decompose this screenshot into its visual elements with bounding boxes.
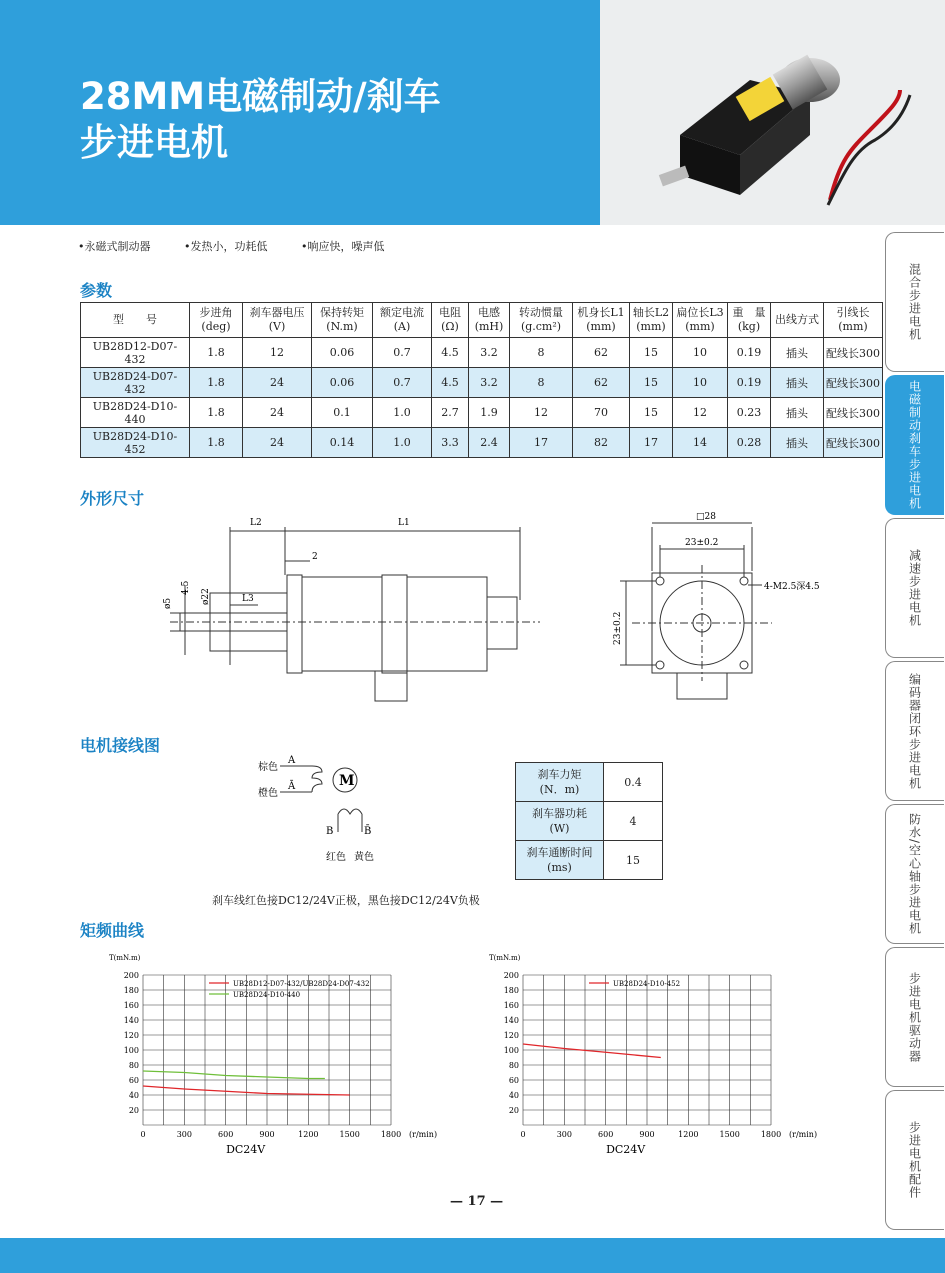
y-tick-label: 200 <box>503 971 519 980</box>
y-tick-label: 100 <box>503 1046 519 1055</box>
table-cell: 0.28 <box>728 428 771 458</box>
page-title <box>80 74 441 166</box>
col-header: 步进角 (deg) <box>190 303 243 338</box>
table-cell: 62 <box>573 368 630 398</box>
y-tick-label: 140 <box>123 1016 139 1025</box>
x-tick-label: 1200 <box>678 1130 699 1139</box>
table-cell: 配线长300 <box>824 398 883 428</box>
brake-table <box>515 762 663 880</box>
table-cell: UB28D24-D10-440 <box>81 398 190 428</box>
y-tick-label: 180 <box>503 986 519 995</box>
table-cell: 1.8 <box>190 338 243 368</box>
y-tick-label: 140 <box>503 1016 519 1025</box>
motor-symbol: M <box>339 773 355 789</box>
table-cell: 1.8 <box>190 368 243 398</box>
series-line <box>143 1071 325 1079</box>
wire-B: B <box>326 826 334 837</box>
table-cell: 0.06 <box>312 368 373 398</box>
tab-brake-stepper[interactable]: 电磁制动刹车步进电机 <box>885 375 944 515</box>
dim-d5: ø5 <box>163 597 173 609</box>
table-row <box>81 398 883 428</box>
dim-h45: 4.5 <box>181 580 191 595</box>
page-number: — 17 — <box>450 1194 504 1209</box>
table-row <box>516 763 663 802</box>
table-cell: 12 <box>243 338 312 368</box>
table-cell: 1.0 <box>373 428 432 458</box>
wire-red: 红色 <box>326 852 346 863</box>
table-cell: 配线长300 <box>824 428 883 458</box>
y-tick-label: 80 <box>508 1061 519 1070</box>
table-cell: 15 <box>630 338 673 368</box>
y-tick-label: 120 <box>123 1031 139 1040</box>
x-tick-label: 600 <box>598 1130 614 1139</box>
table-cell: UB28D12-D07-432 <box>81 338 190 368</box>
brake-key: 刹车通断时间 (ms) <box>516 841 604 880</box>
tab-hybrid-stepper[interactable]: 混合步进电机 <box>885 232 944 372</box>
x-tick-label: 1800 <box>380 1130 402 1139</box>
torque-chart-2 <box>485 950 830 1160</box>
x-tick-label: 900 <box>259 1130 275 1139</box>
x-tick-label: 300 <box>176 1130 192 1139</box>
table-cell: 4.5 <box>432 338 469 368</box>
x-tick-label: 600 <box>218 1130 234 1139</box>
table-cell: 8 <box>510 338 573 368</box>
table-cell: 12 <box>673 398 728 428</box>
x-tick-label: 0 <box>140 1130 146 1139</box>
table-cell: 0.1 <box>312 398 373 428</box>
y-tick-label: 200 <box>123 971 139 980</box>
wire-A: A <box>288 755 296 766</box>
table-row <box>81 428 883 458</box>
x-tick-label: 1800 <box>760 1130 782 1139</box>
table-cell: 0.23 <box>728 398 771 428</box>
y-axis-label: T(mN.m) <box>489 954 521 962</box>
table-cell: 12 <box>510 398 573 428</box>
table-cell: 0.14 <box>312 428 373 458</box>
legend-label: UB28D24-D10-452 <box>613 980 681 988</box>
table-cell: 17 <box>510 428 573 458</box>
dimension-drawing <box>140 505 840 715</box>
tab-waterproof-stepper[interactable]: 防水/空心轴步进电机 <box>885 804 944 944</box>
title-line-2: 步进电机 <box>80 121 228 164</box>
col-header: 电阻 (Ω) <box>432 303 469 338</box>
table-cell: 3.2 <box>469 368 510 398</box>
y-tick-label: 40 <box>128 1091 139 1100</box>
tab-gear-stepper[interactable]: 减速步进电机 <box>885 518 944 658</box>
table-cell: 0.19 <box>728 338 771 368</box>
dim-L3: L3 <box>242 594 254 604</box>
dim-L2: L2 <box>250 518 262 528</box>
table-cell: 4.5 <box>432 368 469 398</box>
col-header: 刹车器电压 (V) <box>243 303 312 338</box>
dim-sq28: □28 <box>696 512 716 522</box>
title-line-1: 28MM电磁制动/刹车 <box>80 75 441 118</box>
y-tick-label: 20 <box>508 1106 519 1115</box>
motor-photo <box>600 0 945 225</box>
wiring-diagram <box>250 752 400 882</box>
section-title-params: 参数 <box>80 281 113 300</box>
col-header: 出线方式 <box>771 303 824 338</box>
table-cell: 2.4 <box>469 428 510 458</box>
tab-stepper-driver[interactable]: 步进电机驱动器 <box>885 947 944 1087</box>
table-cell: 14 <box>673 428 728 458</box>
x-tick-label: 1200 <box>298 1130 319 1139</box>
table-cell: 8 <box>510 368 573 398</box>
table-cell: 17 <box>630 428 673 458</box>
col-header: 转动惯量 (g.cm²) <box>510 303 573 338</box>
footer-bar <box>0 1238 945 1273</box>
x-tick-label: 300 <box>556 1130 572 1139</box>
table-row <box>516 841 663 880</box>
feature-item: •永磁式制动器 <box>78 240 151 253</box>
x-axis-label: (r/min) <box>409 1130 438 1139</box>
legend-label: UB28D12-D07-432/UB28D24-D07-432 <box>233 980 370 988</box>
wire-Bbar: B̄ <box>364 826 372 837</box>
torque-chart-1 <box>105 950 450 1160</box>
table-cell: 0.19 <box>728 368 771 398</box>
dim-holes: 4-M2.5深4.5 <box>764 582 820 592</box>
section-title-torque: 矩频曲线 <box>80 921 145 940</box>
y-tick-label: 160 <box>123 1001 139 1010</box>
brake-key: 刹车器功耗 (W) <box>516 802 604 841</box>
params-table <box>80 302 883 458</box>
tab-stepper-accessories[interactable]: 步进电机配件 <box>885 1090 944 1230</box>
x-tick-label: 1500 <box>339 1130 360 1139</box>
col-header: 保持转矩 (N.m) <box>312 303 373 338</box>
table-cell: 1.8 <box>190 428 243 458</box>
brake-value: 15 <box>604 841 663 880</box>
table-row <box>516 802 663 841</box>
y-tick-label: 40 <box>508 1091 519 1100</box>
table-cell: 0.06 <box>312 338 373 368</box>
table-cell: 0.7 <box>373 368 432 398</box>
col-header: 电感 (mH) <box>469 303 510 338</box>
y-tick-label: 160 <box>503 1001 519 1010</box>
section-title-dimensions: 外形尺寸 <box>80 489 145 508</box>
col-header: 型 号 <box>81 303 190 338</box>
brake-note: 刹车线红色接DC12/24V正极，黑色接DC12/24V负极 <box>212 894 480 907</box>
y-tick-label: 180 <box>123 986 139 995</box>
table-cell: 3.2 <box>469 338 510 368</box>
table-cell: UB28D24-D07-432 <box>81 368 190 398</box>
table-cell: 24 <box>243 428 312 458</box>
feature-item: •响应快，噪声低 <box>301 240 385 253</box>
x-axis-label: (r/min) <box>789 1130 818 1139</box>
brake-value: 0.4 <box>604 763 663 802</box>
table-cell: 24 <box>243 398 312 428</box>
y-tick-label: 80 <box>128 1061 139 1070</box>
table-cell: 0.7 <box>373 338 432 368</box>
x-tick-label: 900 <box>639 1130 655 1139</box>
y-tick-label: 60 <box>128 1076 139 1085</box>
table-cell: 配线长300 <box>824 338 883 368</box>
col-header: 引线长(mm) <box>824 303 883 338</box>
col-header: 额定电流 (A) <box>373 303 432 338</box>
table-cell: 70 <box>573 398 630 428</box>
table-cell: 3.3 <box>432 428 469 458</box>
dim-23w: 23±0.2 <box>685 538 719 548</box>
chart-caption: DC24V <box>606 1143 646 1156</box>
x-tick-label: 0 <box>520 1130 526 1139</box>
table-cell: 插头 <box>771 368 824 398</box>
section-title-wiring: 电机接线图 <box>80 736 161 755</box>
table-cell: 1.8 <box>190 398 243 428</box>
brake-key: 刹车力矩 (N．m) <box>516 763 604 802</box>
table-cell: 24 <box>243 368 312 398</box>
table-cell: 15 <box>630 368 673 398</box>
params-header-row <box>81 303 883 338</box>
table-cell: UB28D24-D10-452 <box>81 428 190 458</box>
y-axis-label: T(mN.m) <box>109 954 141 962</box>
wire-Abar: Ā <box>288 781 296 792</box>
dim-L1: L1 <box>398 518 410 528</box>
y-tick-label: 120 <box>503 1031 519 1040</box>
tab-closed-loop-stepper[interactable]: 编码器闭环步进电机 <box>885 661 944 801</box>
legend-label: UB28D24-D10-440 <box>233 991 301 999</box>
x-tick-label: 1500 <box>719 1130 740 1139</box>
wire-brown: 棕色 <box>258 762 278 773</box>
table-cell: 10 <box>673 368 728 398</box>
dim-d22: ø22 <box>201 588 211 605</box>
dim-23h: 23±0.2 <box>613 611 623 645</box>
table-cell: 配线长300 <box>824 368 883 398</box>
feature-list <box>78 238 415 254</box>
table-row <box>81 368 883 398</box>
y-tick-label: 20 <box>128 1106 139 1115</box>
wire-orange: 橙色 <box>258 788 278 799</box>
table-cell: 10 <box>673 338 728 368</box>
col-header: 扁位长L3 (mm) <box>673 303 728 338</box>
table-row <box>81 338 883 368</box>
table-cell: 插头 <box>771 428 824 458</box>
col-header: 轴长L2 (mm) <box>630 303 673 338</box>
table-cell: 15 <box>630 398 673 428</box>
chart-caption: DC24V <box>226 1143 266 1156</box>
table-cell: 62 <box>573 338 630 368</box>
table-cell: 插头 <box>771 338 824 368</box>
table-cell: 1.0 <box>373 398 432 428</box>
dim-2: 2 <box>312 552 318 562</box>
feature-item: •发热小，功耗低 <box>184 240 268 253</box>
col-header: 重 量 (kg) <box>728 303 771 338</box>
wire-yellow: 黄色 <box>354 852 374 863</box>
brake-value: 4 <box>604 802 663 841</box>
table-cell: 1.9 <box>469 398 510 428</box>
y-tick-label: 100 <box>123 1046 139 1055</box>
y-tick-label: 60 <box>508 1076 519 1085</box>
col-header: 机身长L1 (mm) <box>573 303 630 338</box>
table-cell: 插头 <box>771 398 824 428</box>
table-cell: 2.7 <box>432 398 469 428</box>
table-cell: 82 <box>573 428 630 458</box>
